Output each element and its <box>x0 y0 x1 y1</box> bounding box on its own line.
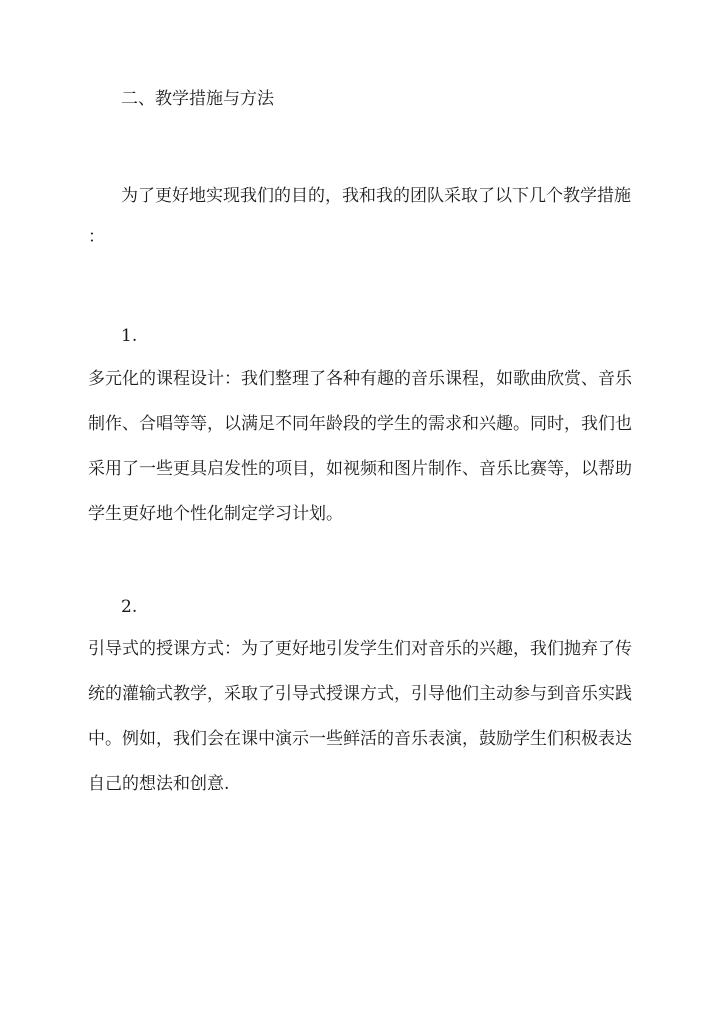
item-1-line-3: 采用了一些更具启发性的项目，如视频和图片制作、音乐比赛等，以帮助 <box>88 459 632 479</box>
intro-line-1: 为了更好地实现我们的目的，我和我的团队采取了以下几个教学措施 <box>121 186 631 206</box>
item-2-line-1: 引导式的授课方式：为了更好地引发学生们对音乐的兴趣，我们抛弃了传 <box>88 639 632 659</box>
item-1-line-4: 学生更好地个性化制定学习计划。 <box>88 504 343 524</box>
item-2-line-2: 统的灌输式教学，采取了引导式授课方式，引导他们主动参与到音乐实践 <box>88 684 632 704</box>
item-1-line-2: 制作、合唱等等，以满足不同年龄段的学生的需求和兴趣。同时，我们也 <box>88 414 632 434</box>
item-2-number: 2. <box>121 597 138 617</box>
section-heading: 二、教学措施与方法 <box>121 89 274 109</box>
intro-line-2: ： <box>88 227 105 247</box>
item-1-line-1: 多元化的课程设计：我们整理了各种有趣的音乐课程，如歌曲欣赏、音乐 <box>88 369 632 389</box>
item-1-number: 1. <box>121 326 138 346</box>
item-2-line-3: 中。例如，我们会在课中演示一些鲜活的音乐表演，鼓励学生们积极表达 <box>88 729 632 749</box>
item-2-line-4: 自己的想法和创意. <box>88 774 230 794</box>
